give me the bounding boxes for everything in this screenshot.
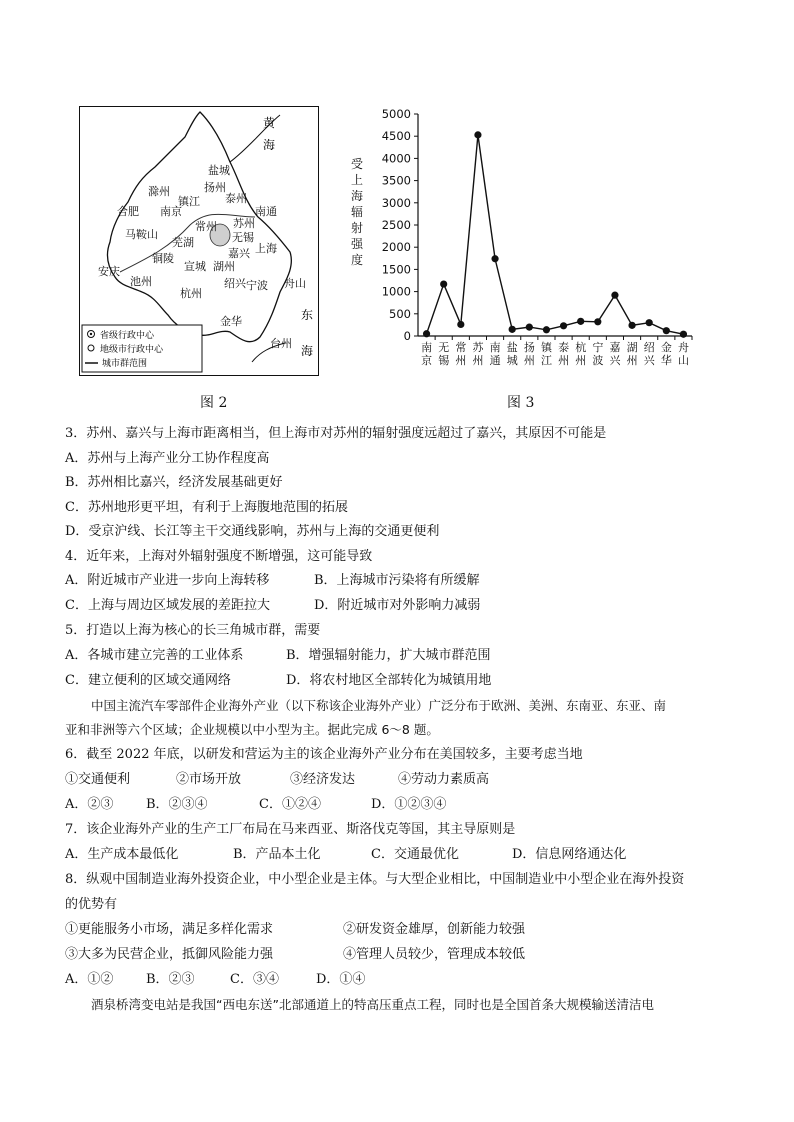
- q8-statement-1: ①更能服务小市场，满足多样化需求: [65, 922, 274, 937]
- city-label: 铜陵: [152, 252, 174, 265]
- q8-option-c[interactable]: C．③④: [230, 972, 279, 987]
- y-tick-label: 0: [403, 329, 411, 343]
- x-tick-label: 绍: [643, 341, 655, 354]
- q6-option-b[interactable]: B．②③④: [146, 797, 208, 812]
- data-point: [611, 292, 618, 299]
- sea-label: 东: [301, 308, 314, 322]
- x-tick-label: 南: [421, 341, 433, 354]
- city-label: 镇江: [178, 195, 200, 208]
- city-label: 盐城: [208, 164, 230, 177]
- y-tick-label: 3500: [381, 173, 411, 188]
- q6-statement-2: ②市场开放: [176, 772, 242, 787]
- data-point: [423, 330, 430, 337]
- sea-label: 海: [301, 344, 314, 358]
- q4-option-d[interactable]: D．附近城市对外影响力减弱: [314, 598, 481, 613]
- data-point: [543, 326, 550, 333]
- y-axis-label-char: 海: [350, 189, 364, 203]
- passage-1-line-1: 中国主流汽车零部件企业海外产业（以下称该企业海外产业）广泛分布于欧洲、美洲、东南亚、东亚、南: [91, 698, 667, 713]
- figure-3-caption: 图 3: [507, 395, 535, 411]
- q6-stem: 6．截至 2022 年底，以研发和营运为主的该企业海外产业分布在美国较多，主要考虑当地: [65, 747, 583, 762]
- q8-stem-line-2: 的优势有: [65, 897, 118, 912]
- y-tick-label: 500: [389, 306, 411, 321]
- city-label: 苏州: [233, 217, 255, 230]
- city-label: 绍兴: [224, 277, 246, 290]
- prefectural-center-icon: [88, 345, 94, 351]
- q4-stem: 4．近年来，上海对外辐射强度不断增强，这可能导致: [65, 549, 373, 564]
- city-label: 滁州: [148, 185, 170, 198]
- passage-2-line-1: 酒泉桥湾变电站是我国“西电东送”北部通道上的特高压重点工程，同时也是全国首条大规模输送清洁电: [91, 997, 654, 1012]
- q6-statement-4: ④劳动力素质高: [398, 772, 490, 787]
- city-label: 扬州: [204, 181, 226, 194]
- sea-label: 黄: [263, 116, 276, 130]
- q8-statement-3: ③大多为民营企业，抵御风险能力强: [65, 947, 274, 962]
- legend-label: 地级市行政中心: [100, 345, 164, 355]
- q8-stem-line-1: 8．纵观中国制造业海外投资企业，中小型企业是主体。与大型企业相比，中国制造业中小型企业在海外投资: [65, 872, 685, 887]
- q6-statement-3: ③经济发达: [290, 772, 356, 787]
- q8-option-b[interactable]: B．②③: [146, 972, 195, 987]
- x-tick-label: 扬: [523, 341, 535, 354]
- data-point: [680, 331, 687, 338]
- x-tick-label: 泰: [558, 341, 570, 354]
- city-label: 宣城: [184, 260, 206, 273]
- x-tick-label: 金: [660, 341, 672, 354]
- x-tick-label: 南: [489, 341, 501, 354]
- data-point: [474, 131, 481, 138]
- figure-2-caption: 图 2: [200, 395, 228, 411]
- q5-stem: 5．打造以上海为核心的长三角城市群，需要: [65, 623, 321, 638]
- x-tick-label: 州: [558, 354, 570, 367]
- q3-option-b[interactable]: B．苏州相比嘉兴，经济发展基础更好: [65, 475, 283, 490]
- q5-option-b[interactable]: B．增强辐射能力，扩大城市群范围: [286, 648, 491, 663]
- q7-option-d[interactable]: D．信息网络通达化: [512, 847, 627, 862]
- city-label: 无锡: [232, 231, 254, 244]
- x-tick-label: 无: [438, 341, 450, 354]
- q4-option-b[interactable]: B．上海城市污染将有所缓解: [314, 573, 480, 588]
- data-line: [427, 135, 684, 334]
- x-tick-label: 宁: [592, 341, 604, 354]
- q5-option-d[interactable]: D．将农村地区全部转化为城镇用地: [286, 673, 492, 688]
- x-tick-label: 州: [523, 354, 535, 367]
- city-label: 杭州: [180, 287, 202, 300]
- passage-1-line-2: 亚和非洲等六个区域；企业规模以中小型为主。据此完成 6～8 题。: [65, 722, 439, 737]
- q7-option-a[interactable]: A．生产成本最低化: [65, 847, 179, 862]
- city-label: 金华: [220, 315, 242, 328]
- y-tick-label: 2000: [381, 240, 411, 255]
- city-label: 台州: [270, 337, 292, 350]
- x-tick-label: 苏: [472, 341, 484, 354]
- legend-label: 城市群范围: [102, 359, 148, 369]
- city-label: 南通: [255, 205, 277, 218]
- q6-option-d[interactable]: D．①②③④: [371, 797, 447, 812]
- x-tick-label: 京: [421, 354, 433, 367]
- city-label: 湖州: [213, 260, 235, 273]
- q7-stem: 7．该企业海外产业的生产工厂布局在马来西亚、斯洛伐克等国，其主导原则是: [65, 822, 516, 837]
- q8-statement-2: ②研发资金雄厚，创新能力较强: [343, 922, 526, 937]
- x-tick-label: 舟: [677, 341, 689, 354]
- y-axis-label-char: 射: [350, 221, 364, 235]
- y-axis-label-char: 度: [350, 253, 364, 267]
- x-tick-label: 兴: [609, 354, 621, 367]
- data-point: [577, 318, 584, 325]
- city-label: 常州: [195, 220, 217, 233]
- data-point: [594, 318, 601, 325]
- q8-option-d[interactable]: D．①④: [316, 972, 366, 987]
- q7-option-c[interactable]: C．交通最优化: [371, 847, 459, 862]
- data-point: [509, 326, 516, 333]
- x-tick-label: 州: [575, 354, 587, 367]
- y-tick-label: 5000: [381, 107, 411, 121]
- y-tick-label: 3000: [381, 195, 411, 210]
- q4-option-c[interactable]: C．上海与周边区域发展的差距拉大: [65, 598, 270, 613]
- q3-stem: 3．苏州、嘉兴与上海市距离相当，但上海市对苏州的辐射强度远超过了嘉兴，其原因不可能是: [65, 426, 607, 441]
- data-point: [440, 280, 447, 287]
- q4-option-a[interactable]: A．附近城市产业进一步向上海转移: [65, 573, 270, 588]
- radiation-line-chart: [340, 106, 700, 376]
- x-tick-label: 华: [660, 354, 672, 367]
- y-axis-label-char: 上: [350, 173, 364, 187]
- q6-statement-1: ①交通便利: [65, 772, 131, 787]
- x-tick-label: 山: [677, 354, 689, 367]
- q7-option-b[interactable]: B．产品本土化: [233, 847, 321, 862]
- y-tick-label: 2500: [381, 218, 411, 232]
- q3-option-a[interactable]: A．苏州与上海产业分工协作程度高: [65, 451, 270, 466]
- city-label: 南京: [160, 205, 182, 218]
- x-tick-label: 州: [626, 354, 638, 367]
- x-tick-label: 江: [540, 354, 552, 367]
- q8-statement-4: ④管理人员较少，管理成本较低: [343, 947, 526, 962]
- q3-option-c[interactable]: C．苏州地形更平坦，有利于上海腹地范围的拓展: [65, 500, 348, 515]
- sea-label: 海: [263, 138, 276, 152]
- q5-option-a[interactable]: A．各城市建立完善的工业体系: [65, 648, 244, 663]
- data-point: [646, 319, 653, 326]
- data-point: [491, 255, 498, 262]
- data-point: [526, 324, 533, 331]
- figure-3-chart: [340, 106, 700, 376]
- x-tick-label: 兴: [643, 354, 655, 367]
- x-tick-label: 湖: [626, 341, 638, 354]
- y-axis-label-char: 辐: [350, 205, 364, 219]
- city-label: 马鞍山: [125, 228, 158, 241]
- city-label: 安庆: [98, 265, 120, 278]
- y-axis-label-char: 受: [350, 157, 364, 171]
- y-tick-label: 1000: [381, 284, 411, 299]
- city-label: 嘉兴: [228, 247, 250, 260]
- x-tick-label: 城: [506, 354, 518, 367]
- x-tick-label: 嘉: [609, 341, 621, 354]
- x-tick-label: 波: [592, 354, 604, 367]
- y-axis-label-char: 强: [350, 237, 364, 251]
- city-label: 宁波: [246, 279, 268, 292]
- city-label: 舟山: [284, 277, 306, 290]
- data-point: [663, 327, 670, 334]
- x-tick-label: 镇: [540, 341, 552, 354]
- q8-option-a[interactable]: A．①②: [65, 972, 114, 987]
- data-point: [457, 321, 464, 328]
- city-label: 合肥: [117, 205, 139, 218]
- x-tick-label: 州: [455, 354, 467, 367]
- y-tick-label: 4000: [381, 151, 411, 166]
- city-label: 泰州: [225, 192, 247, 205]
- x-tick-label: 常: [455, 341, 467, 354]
- y-tick-label: 4500: [381, 129, 411, 144]
- city-label: 上海: [255, 242, 277, 255]
- x-tick-label: 杭: [575, 341, 587, 354]
- x-tick-label: 通: [489, 354, 501, 367]
- y-tick-label: 1500: [381, 262, 411, 277]
- city-label: 池州: [130, 275, 152, 288]
- city-label: 芜湖: [172, 236, 194, 249]
- q3-option-d[interactable]: D．受京沪线、长江等主干交通线影响，苏州与上海的交通更便利: [65, 524, 440, 539]
- x-tick-label: 州: [472, 354, 484, 367]
- q6-option-c[interactable]: C．①②④: [259, 797, 321, 812]
- data-point: [628, 322, 635, 329]
- data-point: [560, 322, 567, 329]
- legend-label: 省级行政中心: [100, 331, 155, 341]
- q5-option-c[interactable]: C．建立便利的区域交通网络: [65, 673, 231, 688]
- x-tick-label: 盐: [506, 341, 518, 354]
- x-tick-label: 锡: [438, 354, 450, 367]
- figure-2-map: [79, 106, 319, 376]
- q6-option-a[interactable]: A．②③: [65, 797, 114, 812]
